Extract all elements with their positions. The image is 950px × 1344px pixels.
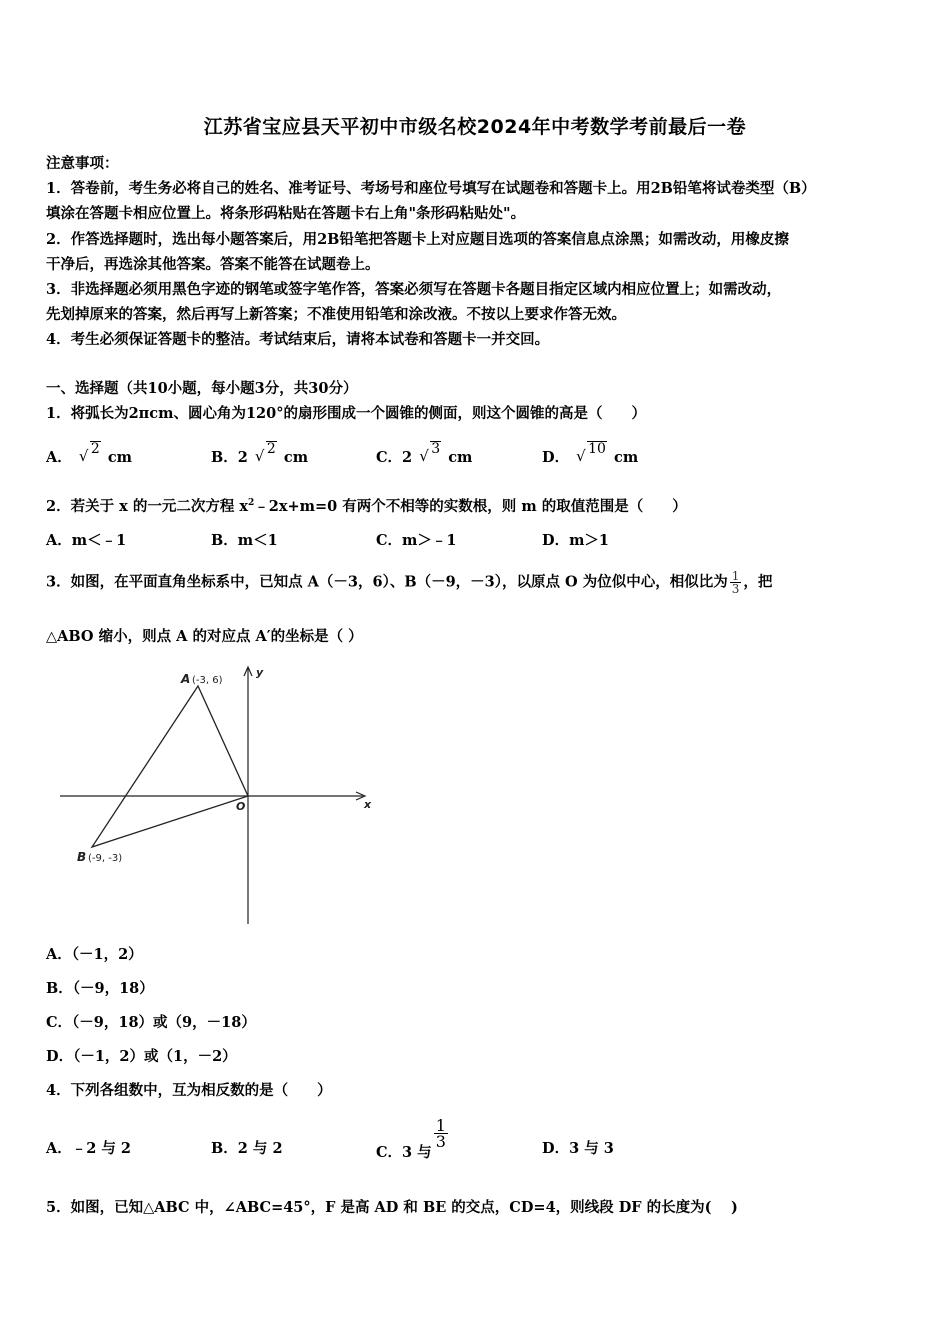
q1-option-c[interactable]: C．2 √ 3 cm [376, 441, 473, 466]
q3-option-b[interactable]: B．（－9，18） [46, 980, 154, 997]
notes-line: 1．答卷前，考生务必将自己的姓名、准考证号、考场号和座位号填写在试题卷和答题卡上。用2B铅笔将试卷类型（B） [46, 180, 816, 197]
label-a-coord: (-3, 6) [192, 675, 223, 686]
q4-option-a[interactable]: A．﹣2 与 2 [46, 1140, 132, 1157]
q2-option-b[interactable]: B．m＜1 [211, 532, 278, 549]
notes-line: 先划掉原来的答案，然后再写上新答案；不准使用铅笔和涂改液。不按以上要求作答无效。 [46, 306, 626, 323]
label-b-coord: (-9, -3) [88, 853, 123, 864]
page-title: 江苏省宝应县天平初中市级名校2024年中考数学考前最后一卷 [203, 116, 747, 138]
question-4-stem: 4．下列各组数中，互为相反数的是（ ） [46, 1082, 332, 1099]
q3-option-c[interactable]: C．（－9，18）或（9，－18） [46, 1014, 256, 1031]
sqrt-symbol: √ 2 [254, 441, 276, 465]
question-3-stem: 3．如图，在平面直角坐标系中，已知点 A（－3，6）、B（－9，－3），以原点 O 为位似中心，相似比为 $\frac{1}{3}$ ，把 [46, 569, 773, 596]
question-5-stem: 5．如图，已知△ABC 中，∠ABC=45°，F 是高 AD 和 BE 的交点，CD=4，则线段 DF 的长度为( ) [46, 1199, 738, 1216]
label-x: x [364, 798, 372, 811]
sqrt-symbol: √ 10 [576, 441, 606, 465]
label-a: A [181, 672, 191, 686]
question-3-stem-line-2: △ABO 缩小，则点 A 的对应点 A′的坐标是（ ） [46, 628, 363, 645]
q4-option-c[interactable]: C．3 与 $\frac{1}{3}$ [376, 1116, 446, 1161]
label-y: y [256, 666, 264, 679]
question-2-stem: 2．若关于 x 的一元二次方程 $x^2﹣2x+m=0$ 有两个不相等的实数根，则 m 的取值范围是（ ） [46, 498, 687, 515]
q4-option-b[interactable]: B．2 与 2 [211, 1140, 283, 1157]
q3-option-d[interactable]: D．（－1，2）或（1，－2） [46, 1048, 237, 1065]
q3-option-a[interactable]: A．（－1，2） [46, 946, 143, 963]
q2-option-c[interactable]: C．m＞﹣1 [376, 532, 457, 549]
section-heading: 一、选择题（共10小题，每小题3分，共30分） [46, 380, 358, 397]
notes-line: 填涂在答题卡相应位置上。将条形码粘贴在答题卡右上角"条形码粘贴处"。 [46, 205, 526, 222]
notes-line: 干净后，再选涂其他答案。答案不能答在试题卷上。 [46, 256, 380, 273]
question-1-stem: 1．将弧长为2πcm、圆心角为120°的扇形围成一个圆锥的侧面，则这个圆锥的高是（ ） [46, 405, 646, 422]
q1-option-d[interactable]: D． √ 10 cm [542, 441, 639, 466]
notes-line: 2．作答选择题时，选出每小题答案后，用2B铅笔把答题卡上对应题目选项的答案信息点涂黑；如需改动，用橡皮擦 [46, 231, 789, 248]
notes-line: 3．非选择题必须用黑色字迹的钢笔或签字笔作答，答案必须写在答题卡各题目指定区域内相应位置上；如需改动， [46, 281, 782, 298]
sqrt-symbol: √ 2 [78, 441, 100, 465]
q2-option-a[interactable]: A．m＜﹣1 [46, 532, 127, 549]
q1-option-b[interactable]: B．2 √ 2 cm [211, 441, 309, 466]
sqrt-symbol: √ 3 [419, 441, 441, 465]
q2-option-d[interactable]: D．m＞1 [542, 532, 610, 549]
fraction: $\frac{1}{3}$ [435, 1116, 446, 1151]
coordinate-figure [58, 660, 378, 930]
label-b: B [77, 850, 87, 864]
label-o: O [236, 800, 246, 813]
triangle-abo [92, 686, 248, 847]
notes-line: 4．考生必须保证答题卡的整洁。考试结束后，请将本试卷和答题卡一并交回。 [46, 331, 550, 348]
q1-option-a[interactable]: A． √ 2 cm [46, 441, 132, 466]
notes-heading: 注意事项： [46, 155, 119, 172]
fraction: $\frac{1}{3}$ [731, 569, 740, 596]
q4-option-d[interactable]: D．3 与 3 [542, 1140, 614, 1157]
